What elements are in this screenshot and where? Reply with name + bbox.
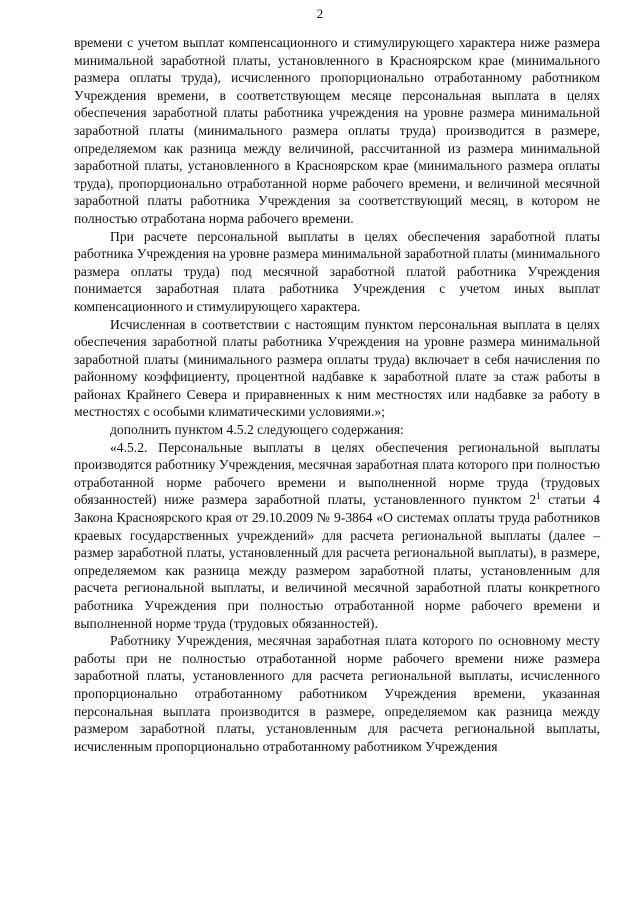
page-number: 2: [316, 6, 324, 21]
paragraph-amendment-intro: дополнить пунктом 4.5.2 следующего содержания:: [110, 422, 404, 438]
paragraph-salary-definition: При расчете персональной выплаты в целях обеспечения заработной платы работника Учреждения на уровне размера минимальной заработной платы (минимального размера оплаты труда) под месячной заработной платой работника Учреждения понимается заработная плата работника Учреждения с учетом иных выплат компенсационного и стимулирующего характера.: [74, 228, 600, 314]
paragraph-regional-coefficients: Исчисленная в соответствии с настоящим пунктом персональная выплата в целях обеспечения заработной платы работника Учреждения на уровне размера минимальной заработной платы (минимального размера оплаты труда) включает в себя начисления по районному коэффициенту, процентной надбавке к заработной плате за стаж работы в районах Крайнего Севера и приравненных к ним местностях или надбавке за работу в местностях с особыми климатическими условиями.»;: [74, 316, 600, 420]
superscript-mark: 1: [536, 491, 541, 502]
clause-text-before-superscript: «4.5.2. Персональные выплаты в целях обеспечения региональной выплаты производятся работнику Учреждения, месячная заработная плата которого при полностью отработанной норме рабочего времени и выполненной норме труда (трудовых обязанностей) ниже размера заработной платы, установленного пунктом 2: [74, 439, 600, 508]
paragraph-clause-4-5-2: [74, 439, 600, 633]
document-body: [74, 34, 600, 755]
paragraph-continuation: времени с учетом выплат компенсационного и стимулирующего характера ниже размера минимальной заработной платы, установленного в Красноярском крае (минимального размера оплаты труда), исчисленного пропорционально отработанному работником Учреждения времени, в соответствующем месяце персональная выплата в целях обеспечения заработной платы работника учреждения на уровне размера минимальной заработной платы (минимального размера оплаты труда) производится в размере, определяемом как разница между величиной, рассчитанной из размера минимальной заработной платы, установленного в Красноярском крае (минимального размера оплаты труда), пропорционально отработанной норме рабочего времени, и величиной месячной заработной платы работника Учреждения за соответствующий месяц, в котором не полностью отработана норма рабочего времени.: [74, 35, 600, 226]
paragraph-partial-time: Работнику Учреждения, месячная заработная плата которого по основному месту работы при не полностью отработанной норме рабочего времени ниже размера заработной платы, установленного для расчета региональной выплаты, исчисленного пропорционально отработанному работником Учреждения времени, указанная персональная выплата производится в размере, определяемом как разница между размером заработной платы, установленным для расчета региональной выплаты, исчисленным пропорционально отработанному работником Учреждения: [74, 633, 600, 754]
clause-text-after-superscript: статьи 4 Закона Красноярского края от 29.10.2009 № 9-3864 «О системах оплаты труда работников краевых государственных учреждений» для расчета региональной выплаты (далее – размер заработной платы, установленный для расчета региональной выплаты), в размере, определяемом как разница между размером заработной платы, установленным для расчета региональной выплаты, и величиной месячной заработной платы конкретного работника Учреждения при полностью отработанной норме рабочего времени и выполненной норме труда (трудовых обязанностей).: [74, 492, 600, 631]
